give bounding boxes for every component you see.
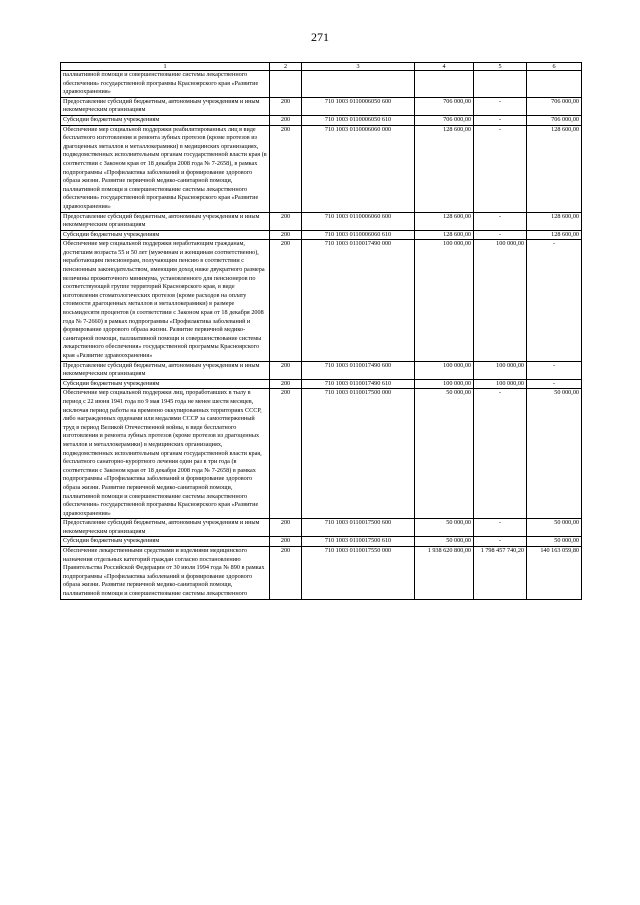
row-value-col5: - <box>474 537 527 547</box>
table-row <box>61 97 582 115</box>
column-header: 4 <box>415 63 474 71</box>
row-value-col6: 706 000,00 <box>527 97 582 115</box>
row-classification-code: 710 1003 0110006060 600 <box>302 212 415 230</box>
row-value-col4: 128 600,00 <box>415 212 474 230</box>
row-value-col4: 50 000,00 <box>415 389 474 519</box>
row-description: Субсидии бюджетным учреждениям <box>61 230 270 240</box>
table-row <box>61 115 582 125</box>
row-classification-code: 710 1003 0110017490 610 <box>302 379 415 389</box>
row-description: Обеспечение мер социальной поддержки реабилитированных лиц в виде бесплатного изготовления и ремонта зубных протезов (кроме протезов из драгоценных металлов и металлокерамики) в медицинских организациях, подведомственных исполнительным органам государственной власти края (в соответствии с Законом края от 18 декабря 2008 года № 7-2658), в рамках подпрограммы «Профилактика заболеваний и формирование здорового образа жизни. Развитие первичной медико-санитарной помощи, паллиативной помощи и совершенствование системы лекарственного обеспечения» государственной программы Красноярского края «Развитие здравоохранения» <box>61 125 270 212</box>
table-row <box>61 537 582 547</box>
row-code: 200 <box>270 240 302 361</box>
row-classification-code: 710 1003 0110017500 600 <box>302 519 415 537</box>
row-code: 200 <box>270 389 302 519</box>
row-classification-code <box>302 71 415 98</box>
row-description: Субсидии бюджетным учреждениям <box>61 379 270 389</box>
row-description: Обеспечение мер социальной поддержки лиц, проработавших в тылу в период с 22 июня 1941 года по 9 мая 1945 года не менее шести месяцев, исключая период работы на временно оккупированных территориях СССР, либо награжденных орденами или медалями СССР за самоотверженный труд в период Великой Отечественной войны, в виде бесплатного изготовления и ремонта зубных протезов (кроме протезов из драгоценных металлов и металлокерамики) в медицинских организациях, подведомственных исполнительным органам государственной власти края, бесплатного санаторно-курортного лечения один раз в три года (в соответствии с Законом края от 18 декабря 2008 года № 7-2658) в рамках подпрограммы «Профилактика заболеваний и формирование здорового образа жизни. Развитие первичной медико-санитарной помощи, паллиативной помощи и совершенствование системы лекарственного обеспечения» государственной программы Красноярского края «Развитие здравоохранения» <box>61 389 270 519</box>
row-code: 200 <box>270 125 302 212</box>
row-value-col5: 100 000,00 <box>474 240 527 361</box>
row-value-col4: 1 938 620 800,00 <box>415 547 474 600</box>
page-number: 271 <box>311 30 329 44</box>
row-value-col5: - <box>474 230 527 240</box>
column-header: 1 <box>61 63 270 71</box>
row-code: 200 <box>270 115 302 125</box>
row-classification-code: 710 1003 0110017500 000 <box>302 389 415 519</box>
row-value-col4: 706 000,00 <box>415 97 474 115</box>
row-value-col6: 50 000,00 <box>527 519 582 537</box>
row-value-col6: - <box>527 379 582 389</box>
row-description: Субсидии бюджетным учреждениям <box>61 115 270 125</box>
row-value-col6 <box>527 71 582 98</box>
row-classification-code: 710 1003 0110006060 610 <box>302 230 415 240</box>
row-value-col5: - <box>474 212 527 230</box>
budget-table <box>60 62 582 600</box>
table-row <box>61 230 582 240</box>
row-code: 200 <box>270 212 302 230</box>
table-row <box>61 379 582 389</box>
row-classification-code: 710 1003 0110017490 000 <box>302 240 415 361</box>
row-classification-code: 710 1003 0110017500 610 <box>302 537 415 547</box>
row-value-col6: - <box>527 361 582 379</box>
row-description: Предоставление субсидий бюджетным, автономным учреждениям и иным некоммерческим организациям <box>61 97 270 115</box>
row-value-col4: 100 000,00 <box>415 379 474 389</box>
row-value-col6: 128 600,00 <box>527 125 582 212</box>
table-row <box>61 547 582 600</box>
row-value-col4: 50 000,00 <box>415 519 474 537</box>
table-header-row <box>61 63 582 71</box>
row-code: 200 <box>270 379 302 389</box>
row-code: 200 <box>270 97 302 115</box>
column-header: 5 <box>474 63 527 71</box>
row-value-col5: - <box>474 115 527 125</box>
table-row <box>61 71 582 98</box>
row-value-col4: 706 000,00 <box>415 115 474 125</box>
row-value-col4: 50 000,00 <box>415 537 474 547</box>
row-value-col4: 128 600,00 <box>415 125 474 212</box>
row-description: Субсидии бюджетным учреждениям <box>61 537 270 547</box>
row-code <box>270 71 302 98</box>
row-value-col6: 128 600,00 <box>527 230 582 240</box>
row-code: 200 <box>270 361 302 379</box>
column-header: 6 <box>527 63 582 71</box>
row-code: 200 <box>270 537 302 547</box>
table-row <box>61 519 582 537</box>
row-value-col4: 128 600,00 <box>415 230 474 240</box>
row-description: Предоставление субсидий бюджетным, автономным учреждениям и иным некоммерческим организациям <box>61 361 270 379</box>
row-value-col6: 128 600,00 <box>527 212 582 230</box>
row-description: Обеспечение лекарственными средствами и изделиями медицинского назначения отдельных категорий граждан согласно постановлению Правительства Российской Федерации от 30 июля 1994 года № 890 в рамках подпрограммы «Профилактика заболеваний и формирование здорового образа жизни. Развитие первичной медико-санитарной помощи, паллиативной помощи и совершенствование системы лекарственного <box>61 547 270 600</box>
row-code: 200 <box>270 519 302 537</box>
row-value-col5: 1 798 457 740,20 <box>474 547 527 600</box>
row-classification-code: 710 1003 0110006060 000 <box>302 125 415 212</box>
row-value-col5: - <box>474 389 527 519</box>
row-value-col4: 100 000,00 <box>415 361 474 379</box>
row-code: 200 <box>270 547 302 600</box>
row-classification-code: 710 1003 0110006050 600 <box>302 97 415 115</box>
row-value-col6: 50 000,00 <box>527 537 582 547</box>
row-value-col6: 50 000,00 <box>527 389 582 519</box>
row-value-col5: 100 000,00 <box>474 361 527 379</box>
row-description: Обеспечение мер социальной поддержки неработающим гражданам, достигшим возраста 55 и 50 лет (мужчинам и женщинам соответственно), неработающим пенсионерам, получающим пенсию в соответствии с пенсионным законодательством, имеющим доход ниже двукратного размера величины прожиточного минимума, установленного для пенсионеров по соответствующей группе территорий Красноярского края, в виде изготовления стоматологических протезов (кроме расходов на оплату стоимости драгоценных металлов и металлокерамики) в размере восьмидесяти процентов (в соответствии с Законом края от 18 декабря 2008 года № 7-2660) в рамках подпрограммы «Профилактика заболеваний и формирование здорового образа жизни. Развитие первичной медико-санитарной помощи, паллиативной помощи и совершенствование системы лекарственного обеспечения» государственной программы Красноярского края «Развитие здравоохранения» <box>61 240 270 361</box>
table-row <box>61 389 582 519</box>
row-code: 200 <box>270 230 302 240</box>
row-classification-code: 710 1003 0110017550 000 <box>302 547 415 600</box>
row-value-col5: 100 000,00 <box>474 379 527 389</box>
row-value-col4 <box>415 71 474 98</box>
row-value-col6: 706 000,00 <box>527 115 582 125</box>
row-description: Предоставление субсидий бюджетным, автономным учреждениям и иным некоммерческим организациям <box>61 519 270 537</box>
row-value-col5: - <box>474 125 527 212</box>
row-classification-code: 710 1003 0110017490 600 <box>302 361 415 379</box>
table-row <box>61 125 582 212</box>
row-value-col5: - <box>474 97 527 115</box>
row-classification-code: 710 1003 0110006050 610 <box>302 115 415 125</box>
row-description: паллиативной помощи и совершенствование системы лекарственного обеспечения» государственной программы Красноярского края «Развитие здравоохранения» <box>61 71 270 98</box>
column-header: 2 <box>270 63 302 71</box>
row-description: Предоставление субсидий бюджетным, автономным учреждениям и иным некоммерческим организациям <box>61 212 270 230</box>
table-row <box>61 212 582 230</box>
row-value-col6: 140 163 059,80 <box>527 547 582 600</box>
row-value-col5: - <box>474 519 527 537</box>
row-value-col5 <box>474 71 527 98</box>
column-header: 3 <box>302 63 415 71</box>
row-value-col6: - <box>527 240 582 361</box>
table-row <box>61 361 582 379</box>
row-value-col4: 100 000,00 <box>415 240 474 361</box>
table-row <box>61 240 582 361</box>
